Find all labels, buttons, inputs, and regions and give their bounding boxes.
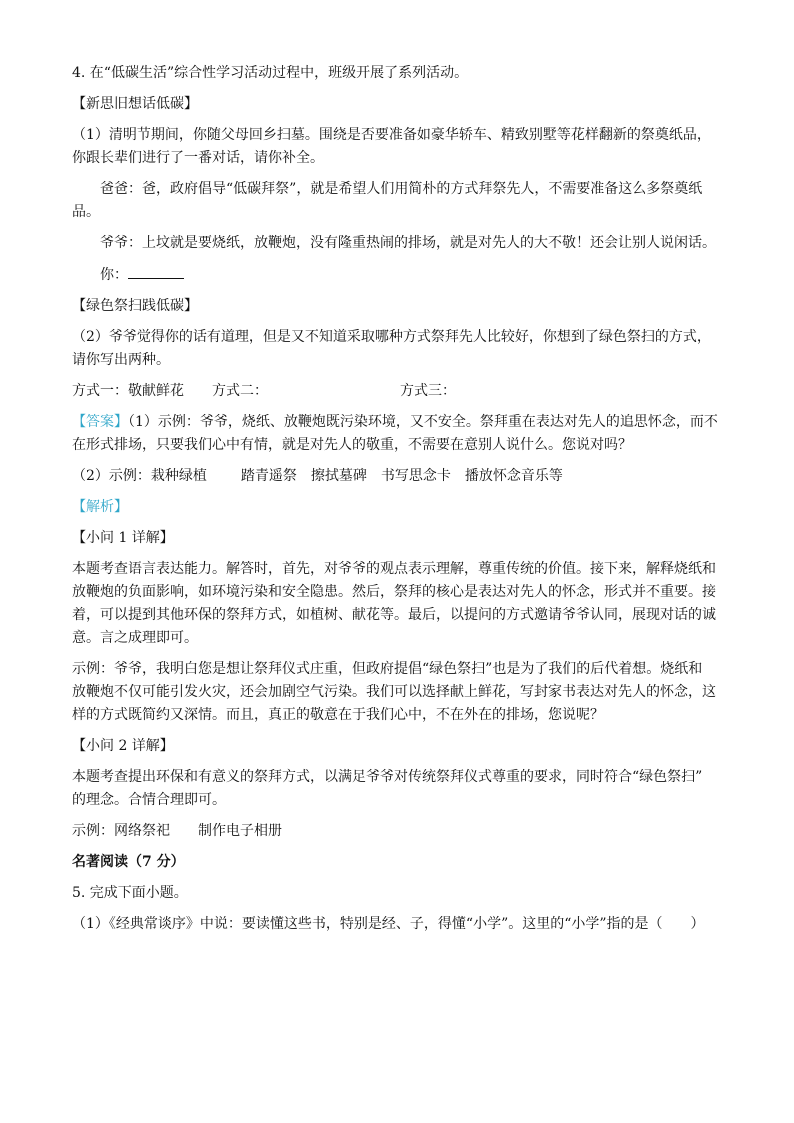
question-4-part1-line1: （1）清明节期间，你随父母回乡扫墓。围绕是否要准备如豪华轿车、精致别墅等花样翻新的祭奠纸品， bbox=[72, 127, 711, 143]
analysis-tag: 【解析】 bbox=[72, 499, 128, 515]
sub-question-2-line2: 的理念。合情合理即可。 bbox=[72, 792, 226, 808]
question-4-part2-line1: （2）爷爷觉得你的话有道理，但是又不知道采取哪种方式祭拜先人比较好，你想到了绿色祭扫的方式， bbox=[72, 329, 711, 345]
answer-1-line2: 在形式排场，只要我们心中有情，就是对先人的敬重，不需要在意别人说什么。您说对吗？ bbox=[72, 437, 632, 453]
dialogue-you bbox=[72, 264, 724, 285]
example-1-line2: 放鞭炮不仅可能引发火灾，还会加剧空气污染。我们可以选择献上鲜花，写封家书表达对先人的怀念，这 bbox=[72, 684, 716, 700]
example-1-line3: 样的方式既简约又深情。而且，真正的敬意在于我们心中，不在外在的排场，您说呢？ bbox=[72, 707, 604, 723]
answer-1-line1: 【答案】（1）示例：爷爷，烧纸、放鞭炮既污染环境，又不安全。祭拜重在表达对先人的追思怀念，而不 bbox=[72, 414, 718, 430]
sub-question-1-line1: 本题考查语言表达能力。解答时，首先，对爷爷的观点表示理解，尊重传统的价值。接下来，解释烧纸和 bbox=[72, 561, 716, 577]
reading-score: （7 分） bbox=[128, 854, 185, 870]
dialogue-you-label: 你： bbox=[100, 267, 128, 283]
way-3: 方式三： bbox=[400, 383, 456, 399]
question-5-title: 5. 完成下面小题。 bbox=[72, 885, 188, 901]
sub-question-1-line4: 意。言之成理即可。 bbox=[72, 630, 198, 646]
question-4-title: 4. 在“低碳生活”综合性学习活动过程中，班级开展了系列活动。 bbox=[72, 65, 469, 81]
question-5-part1: （1）《经典常谈序》中说：要读懂这些书，特别是经、子，得懂“小学”。这里的“小学”指的是（ ） bbox=[72, 916, 705, 932]
dialogue-dad-line1: 爸爸：爸，政府倡导“低碳拜祭”，就是希望人们用简朴的方式拜祭先人，不需要准备这么多祭奠纸 bbox=[100, 181, 703, 197]
section-header-new-old-ideas: 【新思旧想话低碳】 bbox=[72, 96, 198, 112]
section-header-green-sweeping: 【绿色祭扫践低碳】 bbox=[72, 298, 198, 314]
sub-question-1-header: 【小问 1 详解】 bbox=[72, 530, 174, 546]
way-2: 方式二： bbox=[212, 383, 268, 399]
answer-blank[interactable] bbox=[128, 264, 184, 279]
question-4-part1-line2: 你跟长辈们进行了一番对话，请你补全。 bbox=[72, 150, 324, 166]
dialogue-dad-line2: 品。 bbox=[72, 204, 100, 220]
sub-question-1-line2: 放鞭炮的负面影响，如环境污染和安全隐患。然后，祭拜的核心是表达对先人的怀念，形式并不重要。接 bbox=[72, 584, 716, 600]
answer-tag: 【答案】 bbox=[72, 414, 128, 430]
sub-question-1-line3: 着，可以提到其他环保的祭拜方式，如植树、献花等。最后，以提问的方式邀请爷爷认同，展现对话的诚 bbox=[72, 607, 716, 623]
answer-2: （2）示例：栽种绿植 踏青遥祭 擦拭墓碑 书写思念卡 播放怀念音乐等 bbox=[72, 468, 563, 484]
example-2: 示例：网络祭祀 制作电子相册 bbox=[72, 823, 282, 839]
question-4-part2-line2: 请你写出两种。 bbox=[72, 352, 170, 368]
dialogue-grandpa: 爷爷：上坟就是要烧纸，放鞭炮，没有隆重热闹的排场，就是对先人的大不敬！还会让别人说闲话。 bbox=[100, 235, 716, 251]
sub-question-2-header: 【小问 2 详解】 bbox=[72, 738, 174, 754]
document-page bbox=[72, 63, 724, 945]
reading-section-heading bbox=[72, 852, 724, 872]
ways-row bbox=[72, 381, 724, 401]
way-1: 方式一：敬献鲜花 bbox=[72, 383, 184, 399]
reading-heading: 名著阅读 bbox=[72, 854, 128, 870]
sub-question-2-line1: 本题考查提出环保和有意义的祭拜方式，以满足爷爷对传统祭拜仪式尊重的要求，同时符合“绿色祭扫” bbox=[72, 769, 703, 785]
example-1-line1: 示例：爷爷，我明白您是想让祭拜仪式庄重，但政府提倡“绿色祭扫”也是为了我们的后代着想。烧纸和 bbox=[72, 661, 703, 677]
